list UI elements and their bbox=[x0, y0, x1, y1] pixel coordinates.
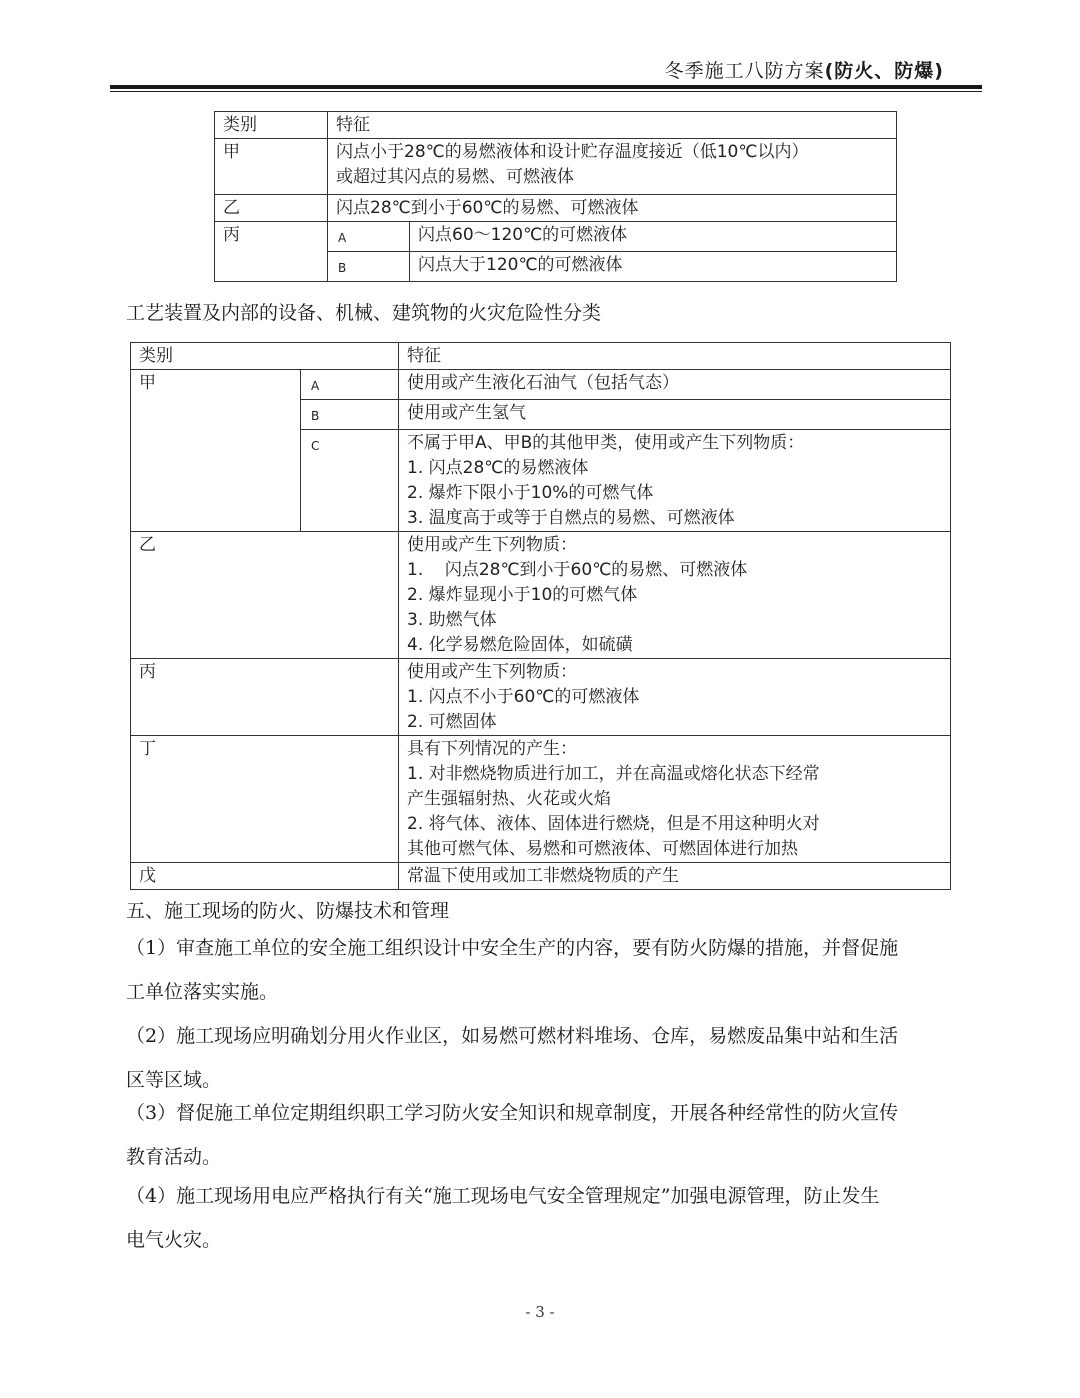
subclass-cell: B bbox=[301, 400, 399, 430]
table-row bbox=[215, 139, 897, 195]
feature-cell: 常温下使用或加工非燃烧物质的产生 bbox=[399, 863, 951, 890]
paragraph bbox=[126, 1174, 986, 1262]
paragraph-line: （3）督促施工单位定期组织职工学习防火安全知识和规章制度，开展各种经常性的防火宣传 bbox=[126, 1102, 899, 1124]
category-cell: 戊 bbox=[131, 863, 399, 890]
paragraph-line: 电气火灾。 bbox=[126, 1229, 222, 1251]
feature-line: 2. 可燃固体 bbox=[407, 712, 497, 732]
header-rule bbox=[110, 85, 982, 89]
feature-cell bbox=[399, 430, 951, 532]
table-row bbox=[131, 736, 951, 863]
feature-line: 或超过其闪点的易燃、可燃液体 bbox=[336, 167, 574, 187]
feature-line: 1. 闪点不小于60℃的可燃液体 bbox=[407, 687, 640, 707]
category-cell: 乙 bbox=[215, 195, 328, 222]
feature-cell bbox=[399, 736, 951, 863]
table-header-row bbox=[215, 112, 897, 139]
subclass-cell: A bbox=[328, 222, 410, 252]
feature-line: 使用或产生下列物质： bbox=[407, 662, 577, 682]
feature-cell bbox=[328, 139, 897, 195]
paragraph-line: （2）施工现场应明确划分用火作业区，如易燃可燃材料堆场、仓库，易燃废品集中站和生活 bbox=[126, 1025, 899, 1047]
feature-line: 使用或产生下列物质： bbox=[407, 535, 577, 555]
paragraph-line: 教育活动。 bbox=[126, 1146, 222, 1168]
feature-line: 产生强辐射热、火花或火焰 bbox=[407, 789, 611, 809]
feature-line: 具有下列情况的产生： bbox=[407, 739, 577, 759]
subclass-cell: B bbox=[328, 252, 410, 282]
table-row bbox=[131, 863, 951, 890]
paragraph-line: （1）审查施工单位的安全施工组织设计中安全生产的内容，要有防火防爆的措施，并督促施 bbox=[126, 937, 899, 959]
column-header-category: 类别 bbox=[131, 343, 399, 370]
paragraph-line: （4）施工现场用电应严格执行有关“施工现场电气安全管理规定”加强电源管理，防止发生 bbox=[126, 1185, 880, 1207]
paragraph bbox=[126, 926, 986, 1014]
paragraph bbox=[126, 1014, 986, 1102]
feature-cell bbox=[399, 659, 951, 736]
feature-line: 1. 闪点28℃到小于60℃的易燃、可燃液体 bbox=[407, 560, 748, 580]
feature-line: 2. 爆炸下限小于10%的可燃气体 bbox=[407, 483, 654, 503]
table-row bbox=[131, 659, 951, 736]
category-cell: 乙 bbox=[131, 532, 399, 659]
liquid-hazard-table bbox=[214, 111, 897, 282]
subclass-cell: C bbox=[301, 430, 399, 532]
subclass-cell: A bbox=[301, 370, 399, 400]
section-heading: 五、施工现场的防火、防爆技术和管理 bbox=[126, 900, 450, 922]
facility-hazard-table bbox=[130, 342, 951, 890]
feature-line: 2. 将气体、液体、固体进行燃烧，但是不用这种明火对 bbox=[407, 814, 820, 834]
table-row bbox=[131, 532, 951, 659]
feature-cell bbox=[399, 532, 951, 659]
table-row bbox=[215, 195, 897, 222]
feature-line: 3. 温度高于或等于自燃点的易燃、可燃液体 bbox=[407, 508, 735, 528]
header-rule-thin bbox=[110, 91, 982, 92]
category-cell: 丁 bbox=[131, 736, 399, 863]
category-cell: 丙 bbox=[215, 222, 328, 282]
page-number: - 3 - bbox=[525, 1303, 555, 1321]
paragraph bbox=[126, 1091, 986, 1179]
feature-line: 4. 化学易燃危险固体，如硫磺 bbox=[407, 635, 633, 655]
feature-line: 不属于甲A、甲B的其他甲类，使用或产生下列物质： bbox=[407, 433, 805, 453]
category-cell: 甲 bbox=[131, 370, 301, 532]
feature-cell: 闪点60～120℃的可燃液体 bbox=[410, 222, 897, 252]
table-row bbox=[215, 222, 897, 252]
table-caption: 工艺装置及内部的设备、机械、建筑物的火灾危险性分类 bbox=[126, 302, 602, 324]
table-row bbox=[131, 370, 951, 400]
feature-cell: 使用或产生氢气 bbox=[399, 400, 951, 430]
category-cell: 甲 bbox=[215, 139, 328, 195]
feature-line: 3. 助燃气体 bbox=[407, 610, 497, 630]
paragraph-line: 工单位落实实施。 bbox=[126, 981, 279, 1003]
feature-line: 闪点小于28℃的易燃液体和设计贮存温度接近（低10℃以内） bbox=[336, 142, 809, 162]
feature-cell: 使用或产生液化石油气（包括气态） bbox=[399, 370, 951, 400]
running-header bbox=[665, 56, 944, 83]
paragraph-line: 区等区域。 bbox=[126, 1069, 222, 1091]
feature-line: 其他可燃气体、易燃和可燃液体、可燃固体进行加热 bbox=[407, 839, 798, 859]
feature-line: 1. 对非燃烧物质进行加工，并在高温或熔化状态下经常 bbox=[407, 764, 820, 784]
category-cell: 丙 bbox=[131, 659, 399, 736]
feature-cell: 闪点28℃到小于60℃的易燃、可燃液体 bbox=[328, 195, 897, 222]
table-header-row bbox=[131, 343, 951, 370]
header-title-bold: (防火、防爆) bbox=[824, 60, 944, 82]
feature-line: 1. 闪点28℃的易燃液体 bbox=[407, 458, 589, 478]
feature-line: 2. 爆炸显现小于10的可燃气体 bbox=[407, 585, 638, 605]
column-header-category: 类别 bbox=[215, 112, 328, 139]
column-header-feature: 特征 bbox=[328, 112, 897, 139]
column-header-feature: 特征 bbox=[399, 343, 951, 370]
feature-cell: 闪点大于120℃的可燃液体 bbox=[410, 252, 897, 282]
header-title-text: 冬季施工八防方案 bbox=[664, 60, 825, 82]
